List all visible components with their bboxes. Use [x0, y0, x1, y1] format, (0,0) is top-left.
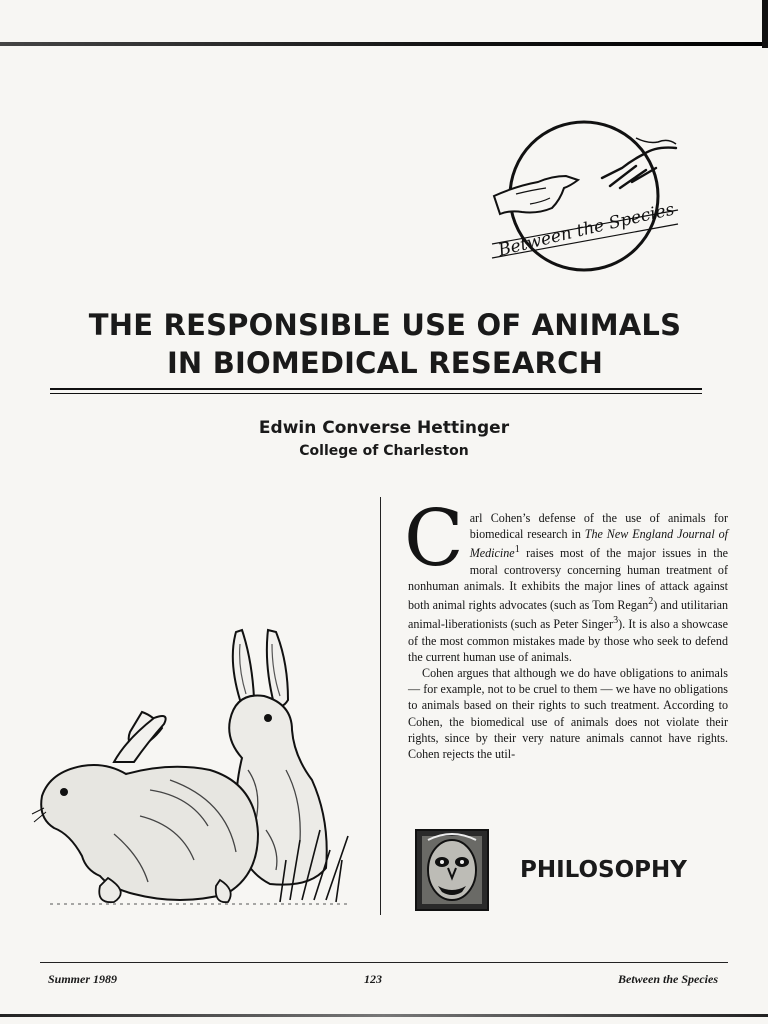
title-line-2: IN BIOMEDICAL RESEARCH [166, 346, 604, 380]
p1-text-a: arl Cohen’s defense of the use of animals for biomedical research in [469, 511, 728, 542]
footer-rule [40, 962, 728, 963]
rabbits-illustration-icon [30, 620, 358, 912]
title-rule-thin [50, 393, 702, 394]
journal-logo [486, 116, 682, 276]
p1-text-b: raises most of the major issues in the moral controversy concerning human treatment of nonhuman animals. It exhibits the major lines of attack against both animal rights advocates (such as Tom Regan [408, 546, 728, 613]
scan-edge-corner [762, 0, 768, 48]
footer-page-number: 123 [364, 972, 382, 986]
p1-text-d: ). It is also a showcase of the most common mistakes made by those who seek to defend the current human use of animals. [408, 617, 728, 664]
paragraph-2: Cohen argues that although we do have obligations to animals — for example, not to be cruel to them — we have no obligations to animals based on their rights to such treatment. According to Cohen, the biomedical use of animals does not violate their rights, since by their very nature animals cannot have rights. Cohen rejects the util- [408, 665, 728, 761]
column-divider [380, 497, 381, 915]
drop-cap: C [404, 494, 464, 584]
scan-edge-top [0, 42, 768, 46]
p1-text-c: ) and utilitarian animal-liberationists (such as Peter Singer [408, 598, 728, 632]
footnote-ref-3: 3 [613, 615, 619, 627]
logo-text: Between the Species [496, 199, 677, 261]
footer-journal: Between the Species [618, 972, 718, 986]
title-rule [50, 388, 702, 390]
carved-face-mask-icon [414, 828, 490, 912]
paragraph-1 [404, 494, 728, 665]
title-line-1: THE RESPONSIBLE USE OF ANIMALS [88, 308, 682, 342]
author-affiliation: College of Charleston [299, 443, 469, 459]
scan-edge-bottom [0, 1014, 768, 1017]
reaching-hands-icon [494, 138, 676, 214]
article-body [404, 494, 728, 762]
footnote-ref-2: 2 [648, 596, 654, 608]
section-label: PHILOSOPHY [520, 857, 687, 883]
footnote-ref-1: 1 [514, 544, 520, 556]
journal-name: The New England Journal of Medicine [469, 527, 728, 561]
article-title [40, 306, 730, 382]
author-name: Edwin Converse Hettinger [258, 418, 510, 438]
footer-issue: Summer 1989 [48, 972, 118, 986]
